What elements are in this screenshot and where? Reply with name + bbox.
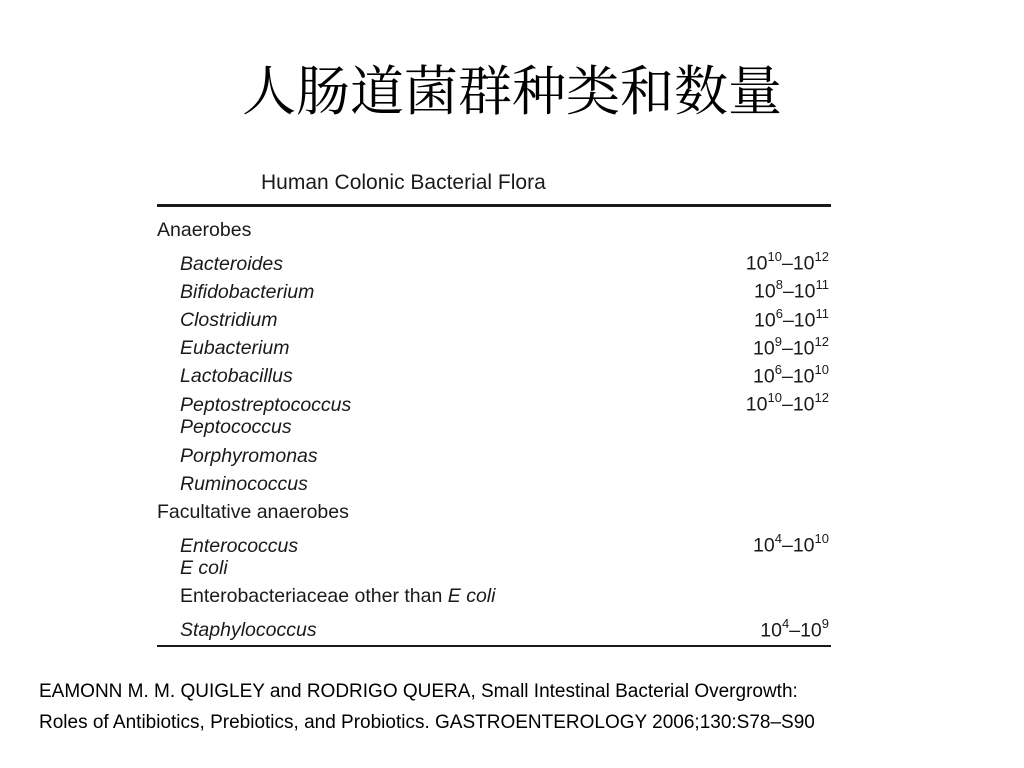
- count-from-exponent: 6: [775, 305, 783, 321]
- count-to-exponent: 12: [814, 249, 829, 265]
- count-to-base: 10: [792, 365, 815, 388]
- count-to-exponent: 12: [814, 390, 829, 406]
- count-from-exponent: 4: [774, 531, 782, 547]
- citation-line-1: EAMONN M. M. QUIGLEY and RODRIGO QUERA, Small Intestinal Bacterial Overgrowth:: [39, 681, 798, 702]
- count-from-base: 10: [753, 365, 775, 388]
- count-from-base: 10: [745, 393, 768, 416]
- table-title: Human Colonic Bacterial Flora: [261, 171, 546, 194]
- count-to-exponent: 11: [815, 277, 829, 293]
- count-from-base: 10: [754, 280, 776, 303]
- count-from-exponent: 9: [774, 333, 782, 349]
- table-row: [157, 442, 831, 470]
- count-from-exponent: 4: [781, 615, 790, 631]
- count-from-base: 10: [753, 534, 775, 557]
- organism-name-plain: Enterobacteriaceae other than: [180, 585, 448, 608]
- colony-count: [760, 611, 831, 645]
- count-to-exponent: 9: [821, 615, 829, 631]
- citation-line-2: Roles of Antibiotics, Prebiotics, and Probiotics. GASTROENTEROLOGY 2006;130:S78–S90: [39, 712, 815, 733]
- table-row: [157, 526, 831, 557]
- count-range-separator: –: [781, 393, 793, 416]
- table-row: [157, 582, 831, 610]
- count-to-base: 10: [792, 393, 815, 416]
- count-to-exponent: 10: [814, 531, 829, 547]
- count-from-exponent: 10: [767, 249, 782, 265]
- count-to-exponent: 11: [815, 305, 829, 321]
- organism-name: Porphyromonas: [180, 444, 318, 467]
- count-from-exponent: 8: [775, 277, 783, 293]
- count-to-base: 10: [792, 252, 815, 275]
- count-range-separator: –: [781, 337, 793, 360]
- organism-name: Bifidobacterium: [180, 280, 315, 303]
- count-from-base: 10: [754, 309, 776, 332]
- count-range-separator: –: [781, 252, 793, 275]
- count-to-exponent: 12: [814, 333, 829, 349]
- organism-name: Bacteroides: [180, 252, 283, 275]
- colony-count: [746, 385, 831, 419]
- count-to-base: 10: [792, 534, 815, 557]
- count-to-base: 10: [800, 619, 822, 642]
- bacterial-flora-table: [157, 168, 831, 647]
- count-from-base: 10: [753, 337, 775, 360]
- table-row: [157, 413, 831, 441]
- organism-name: Peptostreptococcus: [180, 393, 352, 416]
- table-row: [157, 470, 831, 498]
- count-from-base: 10: [745, 252, 768, 275]
- organism-name: Clostridium: [180, 309, 278, 332]
- table-bottom-rule: [157, 645, 831, 647]
- organism-name: [157, 582, 495, 610]
- slide-title: 人肠道菌群种类和数量: [242, 60, 782, 123]
- count-from-exponent: 10: [767, 390, 782, 406]
- table-row: [157, 244, 831, 275]
- count-to-exponent: 10: [814, 361, 829, 377]
- count-range-separator: –: [781, 534, 793, 557]
- table-body: [157, 207, 831, 642]
- organism-name: Ruminococcus: [180, 472, 308, 495]
- organism-name: Staphylococcus: [180, 619, 317, 642]
- organism-name: Lactobacillus: [180, 365, 293, 388]
- organism-name: Eubacterium: [180, 337, 290, 360]
- citation: [39, 676, 999, 738]
- organism-name: Facultative anaerobes: [157, 500, 349, 523]
- count-range-separator: –: [782, 280, 794, 303]
- count-range-separator: –: [789, 619, 801, 642]
- count-from-exponent: 6: [774, 361, 782, 377]
- table-group-row: [157, 216, 831, 244]
- organism-name-italic: E coli: [447, 585, 496, 608]
- table-row: [157, 611, 831, 642]
- count-from-base: 10: [760, 619, 782, 642]
- count-range-separator: –: [781, 365, 793, 388]
- count-range-separator: –: [782, 309, 794, 332]
- count-to-base: 10: [793, 280, 816, 303]
- count-to-base: 10: [793, 309, 816, 332]
- colony-count: [753, 526, 831, 560]
- organism-name: Peptococcus: [180, 416, 292, 439]
- organism-name: Enterococcus: [180, 534, 299, 557]
- organism-name: Anaerobes: [157, 219, 252, 241]
- table-group-row: [157, 498, 831, 526]
- count-to-base: 10: [792, 337, 815, 360]
- organism-name: E coli: [180, 557, 228, 580]
